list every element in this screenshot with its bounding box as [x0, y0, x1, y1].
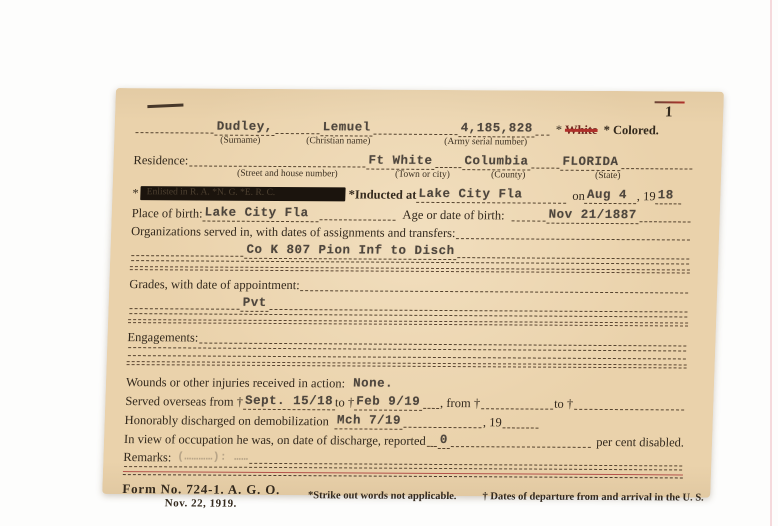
- residence-row-labels: [133, 168, 693, 183]
- disability-label: In view of occupation he was, on date of discharge, reported: [123, 432, 427, 448]
- grades-label-row: [129, 276, 690, 295]
- inducted-place-value: Lake City Fla: [418, 186, 523, 202]
- overseas-from2-label: , from †: [439, 395, 481, 411]
- remarks-label: Remarks:: [123, 450, 172, 465]
- dotted-line: [423, 408, 439, 409]
- disability-row: [124, 430, 685, 450]
- engagements-label-row: [127, 329, 688, 348]
- dotted-line: [319, 219, 395, 220]
- overseas-from-date: Sept. 15/18: [243, 393, 336, 411]
- form-number-block: [122, 481, 281, 510]
- blank-ruled-line: [128, 313, 688, 319]
- dotted-line: [199, 343, 686, 347]
- enlisted-asterisk: *: [132, 186, 139, 201]
- birth-place-value: Lake City Fla: [204, 205, 309, 221]
- town-label: (Town or city): [394, 169, 451, 181]
- footer-divider: [123, 471, 683, 478]
- remarks-faint-marks: (…………): ……: [177, 451, 249, 464]
- disability-suffix-label: per cent disabled.: [595, 434, 685, 450]
- county-value: Columbia: [462, 153, 531, 170]
- surname-value: Dudley,: [214, 119, 275, 136]
- inducted-date-underline: [585, 186, 638, 204]
- blank-space: [539, 431, 684, 432]
- christian-name-label: (Christian name): [306, 136, 371, 147]
- christian-name-value: Lemuel: [320, 119, 373, 136]
- town-value: Ft White: [366, 153, 435, 170]
- dotted-line: [451, 446, 591, 448]
- dotted-line: [457, 257, 689, 259]
- section-divider: [128, 319, 688, 326]
- grades-value-row: [128, 294, 689, 314]
- grades-label: Grades, with date of appointment:: [129, 277, 301, 293]
- dotted-line: [456, 238, 690, 240]
- wounds-value: None.: [352, 376, 394, 391]
- organizations-label: Organizations served in, with dates of assignments and transfers:: [130, 224, 456, 241]
- birth-date-value: Nov 21/1887: [546, 207, 639, 225]
- organizations-value-row: [130, 241, 691, 261]
- dotted-line: [249, 463, 682, 467]
- overseas-to-label: to †: [334, 395, 355, 410]
- footer-notes: [308, 490, 704, 503]
- disability-percent-value: 0: [438, 432, 451, 449]
- blank-ruled-line: [127, 355, 687, 361]
- street-label: (Street and house number): [236, 168, 338, 180]
- serial-number-value: 4,185,828: [458, 120, 535, 137]
- overseas-return-date: Feb 9/19: [354, 393, 423, 410]
- discharge-row: [124, 411, 685, 431]
- overseas-row: [125, 392, 686, 412]
- page-number: 1: [664, 104, 674, 121]
- race-colored-label: * Colored.: [603, 122, 660, 138]
- wounds-label: Wounds or other injuries received in action:: [125, 375, 346, 391]
- blank-ruled-line: [130, 260, 690, 266]
- page-number-overline: [655, 101, 685, 103]
- inducted-year-value: 18: [657, 188, 674, 203]
- organizations-label-row: [131, 223, 692, 242]
- induction-row: [132, 183, 693, 204]
- dagger-note: † Dates of departure from and arrival in the U. S.: [482, 491, 704, 504]
- inducted-date-value: Aug 4: [586, 187, 628, 203]
- dotted-line: [639, 221, 690, 222]
- dotted-line: [301, 290, 689, 293]
- footer: [122, 479, 704, 512]
- ink-dash-mark: [147, 103, 183, 107]
- dotted-line: [481, 408, 553, 409]
- strike-out-note: *Strike out words not applicable.: [307, 490, 457, 503]
- surname-label: (Surname): [220, 135, 261, 146]
- engagements-label: Engagements:: [127, 330, 199, 345]
- inducted-at-label: *Inducted at: [348, 187, 417, 202]
- inducted-year-underline: [655, 186, 682, 204]
- discharge-year-label: , 19: [482, 415, 502, 430]
- place-of-birth-label: Place of birth:: [131, 206, 203, 221]
- section-divider: [130, 266, 690, 273]
- enlisted-blackout-bar: Enlisted in R. A. *N. G. *E. R. C.: [140, 186, 345, 201]
- dotted-line: [531, 168, 559, 169]
- dotted-line: [404, 427, 482, 428]
- dotted-line: [427, 446, 437, 447]
- form-number: Form No. 724-1. A. G. O.: [122, 481, 281, 498]
- dotted-line: [503, 427, 539, 428]
- dotted-line: [574, 409, 684, 411]
- dotted-line: [128, 355, 686, 359]
- name-row-labels: [134, 135, 694, 150]
- organizations-value: Co K 807 Pion Inf to Disch: [244, 242, 457, 260]
- dotted-line: [511, 220, 545, 221]
- card-top-strip: [135, 94, 696, 121]
- residence-label: Residence:: [133, 153, 189, 168]
- dotted-line: [536, 135, 550, 136]
- age-or-birthdate-label: Age or date of birth:: [402, 207, 505, 223]
- discharge-date-value: Mch 7/19: [335, 412, 404, 429]
- dotted-line: [621, 168, 692, 169]
- overseas-to2-label: to †: [553, 396, 574, 411]
- service-record-card: [102, 88, 724, 510]
- remarks-row: [123, 449, 684, 468]
- dotted-line: [131, 255, 243, 257]
- grades-value: Pvt: [240, 295, 269, 312]
- discharge-label: Honorably discharged on demobilization: [124, 413, 330, 429]
- race-white-asterisk: *: [555, 122, 563, 137]
- dotted-line: [435, 167, 461, 168]
- dotted-line: [129, 308, 239, 310]
- birth-row: [131, 203, 692, 224]
- serial-number-label: (Army serial number): [444, 137, 528, 148]
- dotted-line: [373, 134, 457, 136]
- served-overseas-label: Served overseas from †: [125, 394, 244, 409]
- county-label: (County): [490, 170, 526, 181]
- dotted-line: [189, 165, 365, 167]
- section-divider: [127, 361, 687, 368]
- state-value: FLORIDA: [560, 154, 621, 171]
- year-19-label: , 19: [636, 189, 656, 204]
- dotted-line: [275, 133, 319, 134]
- birth-place-underline: [202, 204, 319, 223]
- dotted-line: [135, 132, 213, 133]
- on-label: on: [572, 188, 586, 203]
- state-label: (State): [594, 170, 621, 182]
- form-date: Nov. 22, 1919.: [164, 497, 238, 510]
- dotted-line: [269, 309, 687, 313]
- page-number-block: [647, 97, 692, 121]
- wounds-row: [126, 374, 687, 393]
- scan-edge-artifact: [770, 0, 772, 526]
- blank-ruled-line: [127, 347, 687, 353]
- inducted-place-underline: [416, 186, 567, 204]
- race-white-struck: White: [564, 122, 598, 137]
